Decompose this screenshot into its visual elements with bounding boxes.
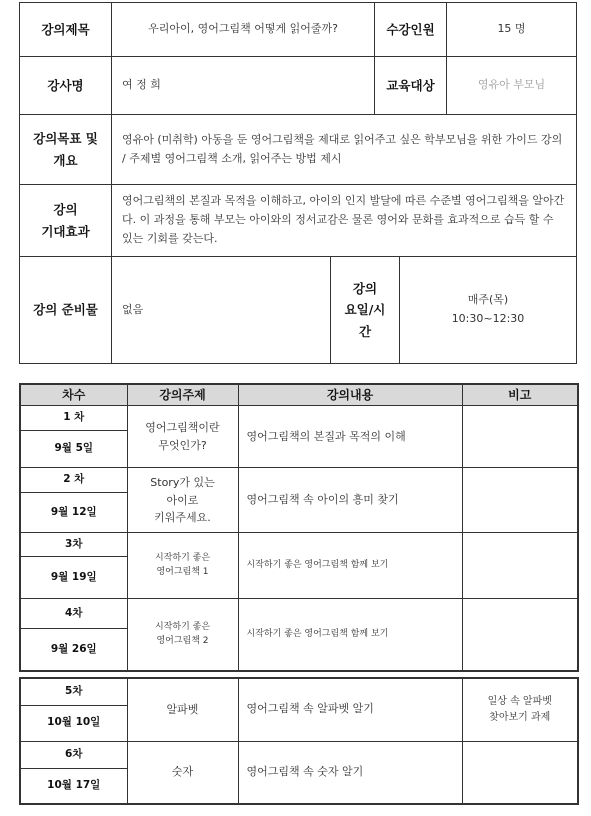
prep-value: 없음: [112, 257, 331, 364]
topic-line: Story가 있는: [150, 476, 215, 489]
topic-line: 영어그림책 2: [156, 635, 209, 646]
target-value: 영유아 부모님: [447, 57, 577, 115]
header-topic: 강의주제: [127, 384, 238, 406]
session-note: [462, 741, 578, 804]
table-row: [20, 533, 578, 557]
session-content: 영어그림책의 본질과 목적의 이해: [238, 406, 462, 468]
table-row: [20, 741, 578, 768]
goal-label-line-1: 강의목표 및: [33, 131, 98, 147]
topic-line: 영어그림책이란: [145, 421, 220, 435]
effect-row: [20, 185, 577, 257]
header-note: 비고: [462, 384, 578, 406]
session-date: 9월 5일: [20, 431, 127, 468]
goal-row: [20, 115, 577, 185]
session-number: 4차: [20, 599, 127, 629]
session-note: [462, 678, 578, 741]
topic-line: 시작하기 좋은: [154, 553, 211, 564]
session-date: 9월 12일: [20, 493, 127, 533]
schedule-table-continued: [19, 677, 579, 805]
time-value-hours: 10:30~12:30: [451, 312, 525, 325]
time-value: [400, 257, 577, 364]
topic-line: 영어그림책 1: [156, 566, 209, 577]
topic-line: 키워주세요.: [154, 511, 211, 525]
target-label: 교육대상: [375, 57, 447, 115]
goal-label: [20, 115, 112, 185]
header-session: 차수: [20, 384, 127, 406]
prep-row: [20, 257, 577, 364]
session-topic: [127, 406, 238, 468]
title-row: [20, 3, 577, 57]
time-label-line-2: 요일/시간: [344, 302, 386, 339]
session-topic: 숫자: [127, 741, 238, 804]
topic-line: 아이로: [166, 493, 199, 507]
session-date: 9월 19일: [20, 557, 127, 599]
session-topic: [127, 599, 238, 671]
capacity-value: 15 명: [447, 3, 577, 57]
capacity-label: 수강인원: [375, 3, 447, 57]
session-number: 3차: [20, 533, 127, 557]
time-value-day: 매주(목): [467, 293, 509, 307]
effect-label-line-1: 강의: [53, 202, 78, 218]
session-note: [462, 406, 578, 468]
table-row: [20, 468, 578, 493]
session-note: [462, 468, 578, 533]
session-number: 1 차: [20, 406, 127, 431]
effect-label: [20, 185, 112, 257]
header-content: 강의내용: [238, 384, 462, 406]
note-line: 일상 속 알파벳: [487, 695, 552, 707]
session-content: 시작하기 좋은 영어그림책 함께 보기: [238, 599, 462, 671]
session-content: 영어그림책 속 알파벳 알기: [238, 678, 462, 741]
schedule-table: [19, 383, 579, 672]
effect-value: 영어그림책의 본질과 목적을 이해하고, 아이의 인지 발달에 따른 수준별 영어그림책을 알아간다. 이 과정을 통해 부모는 아이와의 정서교감은 물론 영어와 문화를 효과적으로 습득 할 수 있는 기회를 갖는다.: [112, 185, 577, 257]
title-label: 강의제목: [20, 3, 112, 57]
note-line: 찾아보기 과제: [489, 711, 551, 723]
session-content: 영어그림책 속 아이의 흥미 찾기: [238, 468, 462, 533]
schedule-header-row: [20, 384, 578, 406]
session-date: 9월 26일: [20, 629, 127, 671]
session-topic: 알파벳: [127, 678, 238, 741]
session-date: 10월 10일: [20, 705, 127, 741]
instructor-row: [20, 57, 577, 115]
topic-line: 시작하기 좋은: [154, 622, 211, 633]
session-note: [462, 599, 578, 671]
session-content: 시작하기 좋은 영어그림책 함께 보기: [238, 533, 462, 599]
session-content: 영어그림책 속 숫자 알기: [238, 741, 462, 804]
title-value: 우리아이, 영어그림책 어떻게 읽어줄까?: [112, 3, 375, 57]
goal-label-line-2: 개요: [53, 152, 78, 168]
session-date: 10월 17일: [20, 768, 127, 804]
session-number: 2 차: [20, 468, 127, 493]
table-row: [20, 678, 578, 705]
effect-label-line-2: 기대효과: [41, 223, 90, 239]
prep-label: 강의 준비물: [20, 257, 112, 364]
session-note: [462, 533, 578, 599]
course-info-table: [19, 2, 577, 364]
goal-value: 영유아 (미취학) 아동을 둔 영어그림책을 제대로 읽어주고 싶은 학부모님을 위한 가이드 강의 / 주제별 영어그림책 소개, 읽어주는 방법 제시: [112, 115, 577, 185]
table-row: [20, 599, 578, 629]
table-row: [20, 406, 578, 431]
session-number: 5차: [20, 678, 127, 705]
session-number: 6차: [20, 741, 127, 768]
topic-line: 무엇인가?: [158, 438, 207, 452]
instructor-label: 강사명: [20, 57, 112, 115]
time-label-line-1: 강의: [352, 281, 378, 297]
instructor-value: 여 정 희: [112, 57, 375, 115]
session-topic: [127, 468, 238, 533]
time-label: [331, 257, 400, 364]
session-topic: [127, 533, 238, 599]
